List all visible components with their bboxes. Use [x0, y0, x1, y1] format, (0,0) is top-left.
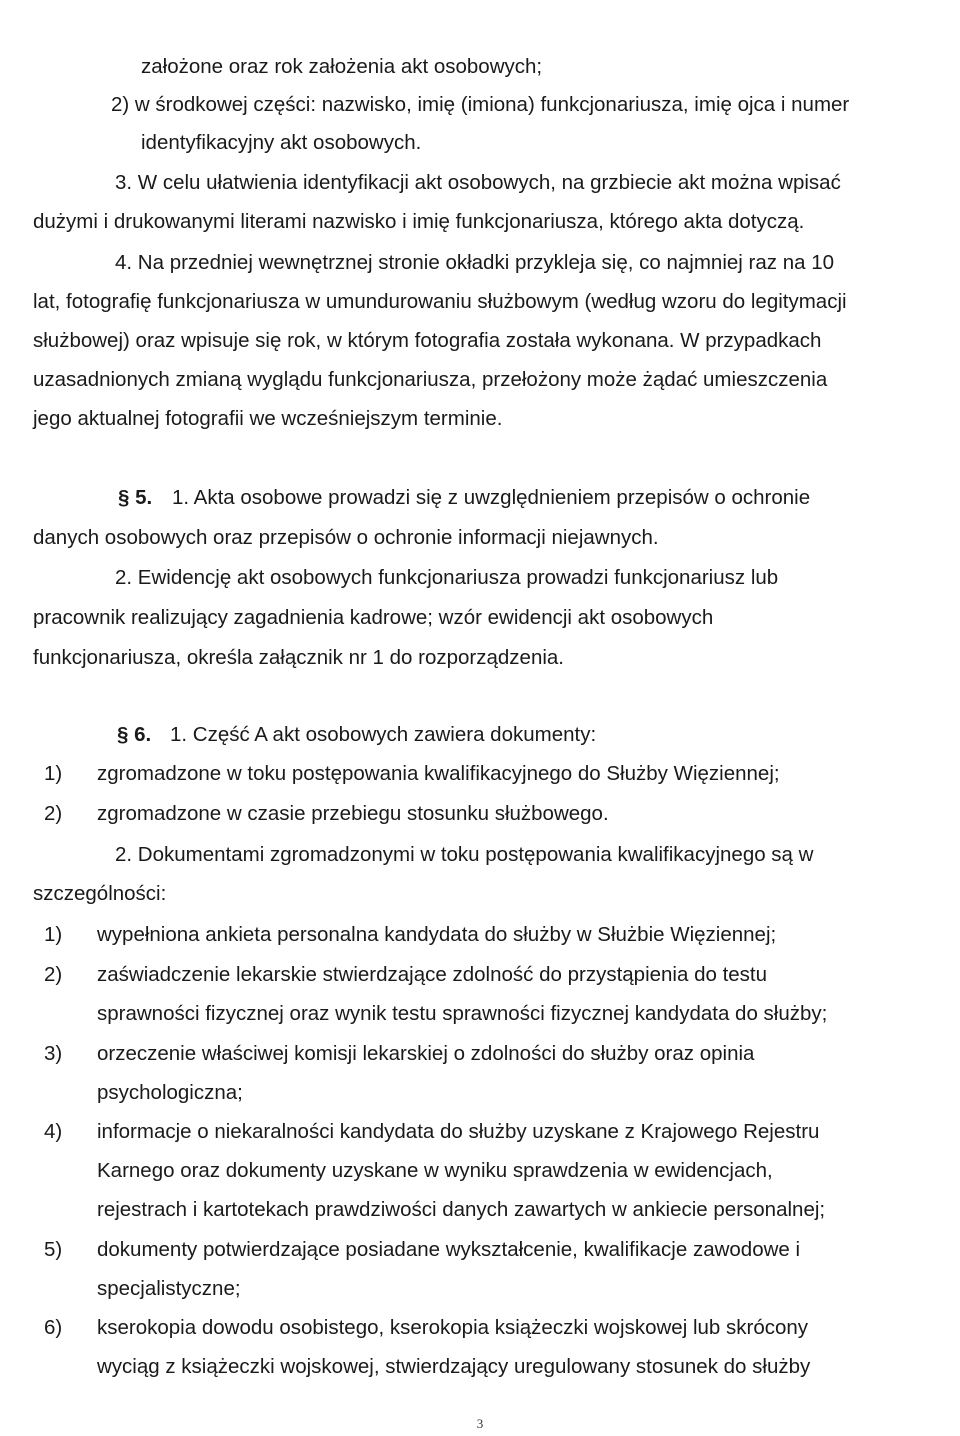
list-item-text: rejestrach i kartotekach prawdziwości danych zawartych w ankiecie personalnej; [97, 1198, 826, 1221]
list-item-text: psychologiczna; [97, 1081, 243, 1104]
section-number: § 5. [118, 486, 153, 509]
list-label: 2) [44, 963, 63, 986]
list-item-text: wypełniona ankieta personalna kandydata do służby w Służbie Więziennej; [97, 923, 777, 946]
paragraph-text: 3. W celu ułatwienia identyfikacji akt osobowych, na grzbiecie akt można wpisać [115, 171, 841, 194]
list-item [0, 1233, 960, 1267]
list-item-text: kserokopia dowodu osobistego, kserokopia książeczki wojskowej lub skrócony [97, 1316, 809, 1339]
paragraph-text: założone oraz rok założenia akt osobowych; [141, 55, 543, 78]
list-item-continuation [0, 1272, 960, 1306]
text-line [0, 521, 960, 555]
text-line [0, 641, 960, 675]
list-item [0, 797, 960, 831]
list-item [0, 958, 960, 992]
list-label: 3) [44, 1042, 63, 1065]
list-item-text: wyciąg z książeczki wojskowej, stwierdzający uregulowany stosunek do służby [97, 1355, 811, 1378]
paragraph-text: uzasadnionych zmianą wyglądu funkcjonariusza, przełożony może żądać umieszczenia [33, 368, 828, 391]
paragraph-text: pracownik realizujący zagadnienia kadrowe; wzór ewidencji akt osobowych [33, 606, 714, 629]
list-label: 1) [44, 923, 63, 946]
paragraph-text: 1. Część A akt osobowych zawiera dokumenty: [170, 723, 597, 746]
text-line [0, 402, 960, 436]
list-item [0, 757, 960, 791]
paragraph-text: funkcjonariusza, określa załącznik nr 1 do rozporządzenia. [33, 646, 564, 669]
list-item-continuation [0, 997, 960, 1031]
list-item-text: specjalistyczne; [97, 1277, 241, 1300]
list-item-continuation [0, 1154, 960, 1188]
text-line [0, 324, 960, 358]
list-item [0, 1115, 960, 1149]
list-item-continuation [0, 1076, 960, 1110]
paragraph-text: 2) w środkowej części: nazwisko, imię (imiona) funkcjonariusza, imię ojca i numer [111, 93, 850, 116]
list-item-text: zgromadzone w toku postępowania kwalifikacyjnego do Służby Więziennej; [97, 762, 780, 785]
text-line [0, 601, 960, 635]
list-label: 2) [44, 802, 63, 825]
list-item [0, 918, 960, 952]
text-line [0, 838, 960, 872]
paragraph-text: jego aktualnej fotografii we wcześniejszym terminie. [33, 407, 503, 430]
paragraph-text: 4. Na przedniej wewnętrznej stronie okładki przykleja się, co najmniej raz na 10 [115, 251, 834, 274]
text-line [0, 88, 960, 122]
text-line [0, 877, 960, 911]
section-heading-line [0, 718, 960, 752]
text-line [0, 50, 960, 84]
paragraph-text: 2. Ewidencję akt osobowych funkcjonariusza prowadzi funkcjonariusz lub [115, 566, 779, 589]
paragraph-text: służbowej) oraz wpisuje się rok, w którym fotografia została wykonana. W przypadkach [33, 329, 822, 352]
text-line [0, 246, 960, 280]
paragraph-text: danych osobowych oraz przepisów o ochronie informacji niejawnych. [33, 526, 659, 549]
list-label: 6) [44, 1316, 63, 1339]
paragraph-text: dużymi i drukowanymi literami nazwisko i imię funkcjonariusza, którego akta dotyczą. [33, 210, 805, 233]
text-line [0, 363, 960, 397]
text-line [0, 285, 960, 319]
list-item-text: dokumenty potwierdzające posiadane wykształcenie, kwalifikacje zawodowe i [97, 1238, 801, 1261]
paragraph-text: 2. Dokumentami zgromadzonymi w toku postępowania kwalifikacyjnego są w [115, 843, 814, 866]
text-line [0, 126, 960, 160]
list-label: 5) [44, 1238, 63, 1261]
list-item [0, 1311, 960, 1345]
paragraph-text: identyfikacyjny akt osobowych. [141, 131, 422, 154]
list-label: 1) [44, 762, 63, 785]
page-number: 3 [476, 1416, 484, 1431]
list-item-continuation [0, 1193, 960, 1227]
list-item [0, 1037, 960, 1071]
paragraph-text: 1. Akta osobowe prowadzi się z uwzględnieniem przepisów o ochronie [172, 486, 811, 509]
list-item-text: orzeczenie właściwej komisji lekarskiej o zdolności do służby oraz opinia [97, 1042, 755, 1065]
section-number: § 6. [117, 723, 152, 746]
text-line [0, 205, 960, 239]
list-label: 4) [44, 1120, 63, 1143]
list-item-text: zaświadczenie lekarskie stwierdzające zdolność do przystąpienia do testu [97, 963, 768, 986]
list-item-text: zgromadzone w czasie przebiegu stosunku służbowego. [97, 802, 609, 825]
list-item-text: Karnego oraz dokumenty uzyskane w wyniku sprawdzenia w ewidencjach, [97, 1159, 773, 1182]
list-item-text: sprawności fizycznej oraz wynik testu sprawności fizycznej kandydata do służby; [97, 1002, 828, 1025]
text-line [0, 166, 960, 200]
section-heading-line [0, 481, 960, 515]
list-item-continuation [0, 1350, 960, 1384]
text-line [0, 561, 960, 595]
paragraph-text: szczególności: [33, 882, 167, 905]
list-item-text: informacje o niekaralności kandydata do służby uzyskane z Krajowego Rejestru [97, 1120, 820, 1143]
paragraph-text: lat, fotografię funkcjonariusza w umundurowaniu służbowym (według wzoru do legitymacji [33, 290, 847, 313]
